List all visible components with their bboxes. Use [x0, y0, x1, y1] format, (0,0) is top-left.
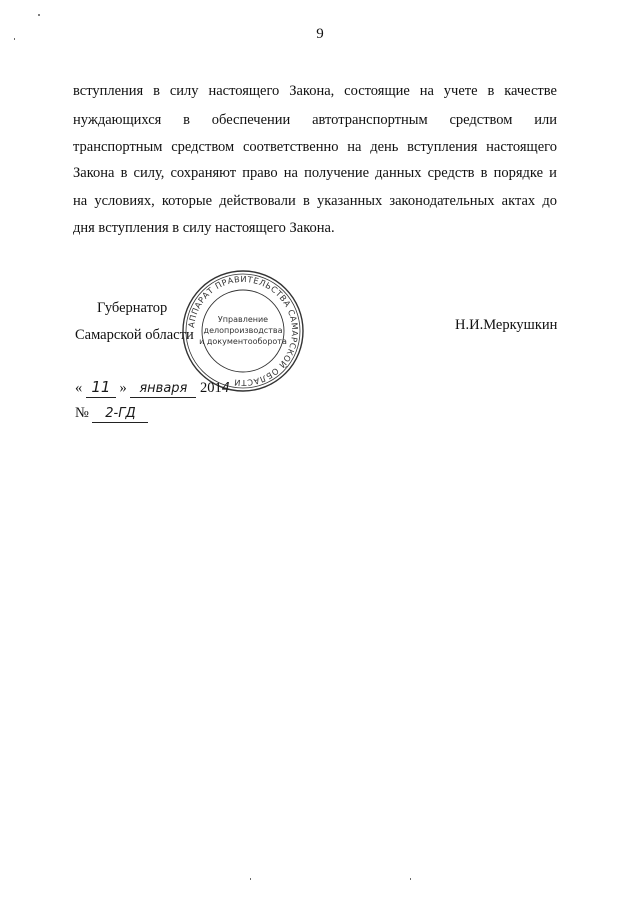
body-word: или: [534, 112, 557, 128]
body-word: получение: [304, 165, 370, 181]
scan-speck: [38, 14, 40, 16]
body-word: и: [549, 165, 557, 181]
body-word: силу: [169, 83, 199, 99]
body-word: качестве: [504, 83, 557, 99]
body-word: автотранспортным: [312, 112, 428, 128]
date-year-prefix: 201: [200, 380, 222, 396]
body-word: право: [242, 165, 278, 181]
body-word: вступления: [73, 83, 144, 99]
scan-speck: [410, 878, 411, 880]
body-line: [73, 111, 557, 129]
scan-speck: [14, 38, 15, 40]
body-word: в: [120, 165, 128, 181]
registration-line: [75, 405, 148, 423]
signatory-title-line2: Самарской области: [75, 327, 194, 343]
body-word: средством: [171, 139, 235, 155]
body-word: в: [153, 83, 160, 99]
body-word: в: [183, 112, 190, 128]
body-word: транспортным: [73, 139, 163, 155]
body-word: действовали: [219, 193, 296, 209]
stamp-inner-line3: и документооборота: [199, 337, 287, 346]
body-word: в: [302, 193, 310, 209]
body-word: силу,: [133, 165, 165, 181]
registration-no-label: №: [75, 405, 89, 421]
body-word: порядке: [493, 165, 544, 181]
body-word: условиях,: [94, 193, 155, 209]
date-day: 11: [91, 378, 111, 396]
body-word: учете: [443, 83, 478, 99]
scan-speck: [250, 878, 251, 880]
body-word: указанных: [317, 193, 383, 209]
body-word: до: [542, 193, 557, 209]
body-word: законодательных: [389, 193, 495, 209]
body-line: [73, 138, 557, 156]
date-year-suffix: 4: [221, 381, 231, 396]
body-word: вступления: [407, 139, 478, 155]
body-word: которые: [161, 193, 213, 209]
body-word: средством: [449, 112, 513, 128]
body-line: [73, 82, 557, 100]
body-word: актах: [501, 193, 536, 209]
stamp-outer-text: АППАРАТ ПРАВИТЕЛЬСТВА САМАРСКОЙ ОБЛАСТИ: [186, 273, 301, 389]
body-line: [73, 219, 557, 237]
body-word: соответственно: [242, 139, 339, 155]
date-line: [75, 378, 230, 398]
stamp-inner-line2: делопроизводства: [203, 326, 283, 335]
body-word: нуждающихся: [73, 112, 162, 128]
body-line: [73, 164, 557, 182]
body-word: настоящего: [486, 139, 557, 155]
body-word: настоящего: [208, 83, 280, 99]
body-word: Закона: [73, 165, 115, 181]
signatory-name: Н.И.Меркушкин: [455, 317, 558, 333]
body-word: Закона,: [289, 83, 335, 99]
stamp-seal-icon: [180, 268, 306, 394]
body-word: на: [347, 139, 362, 155]
body-word: данных: [375, 165, 422, 181]
date-close-quote: »: [119, 380, 127, 396]
body-word: на: [419, 83, 434, 99]
body-word: средств: [427, 165, 475, 181]
body-word: состоящие: [344, 83, 410, 99]
body-word: в: [480, 165, 488, 181]
body-word: день: [370, 139, 399, 155]
body-word: в: [487, 83, 495, 99]
date-open-quote: «: [75, 380, 83, 396]
body-word: дня вступления в силу настоящего Закона.: [73, 220, 335, 236]
body-line: [73, 192, 557, 210]
stamp-inner-line1: Управление: [217, 315, 269, 324]
date-month: января: [139, 381, 188, 396]
registration-number: 2-ГД: [105, 406, 136, 421]
signatory-title-line1: Губернатор: [97, 300, 168, 316]
page-number: 9: [316, 26, 324, 42]
body-word: обеспечении: [211, 112, 291, 128]
body-word: на: [73, 193, 88, 209]
body-word: на: [283, 165, 298, 181]
body-word: сохраняют: [170, 165, 237, 181]
